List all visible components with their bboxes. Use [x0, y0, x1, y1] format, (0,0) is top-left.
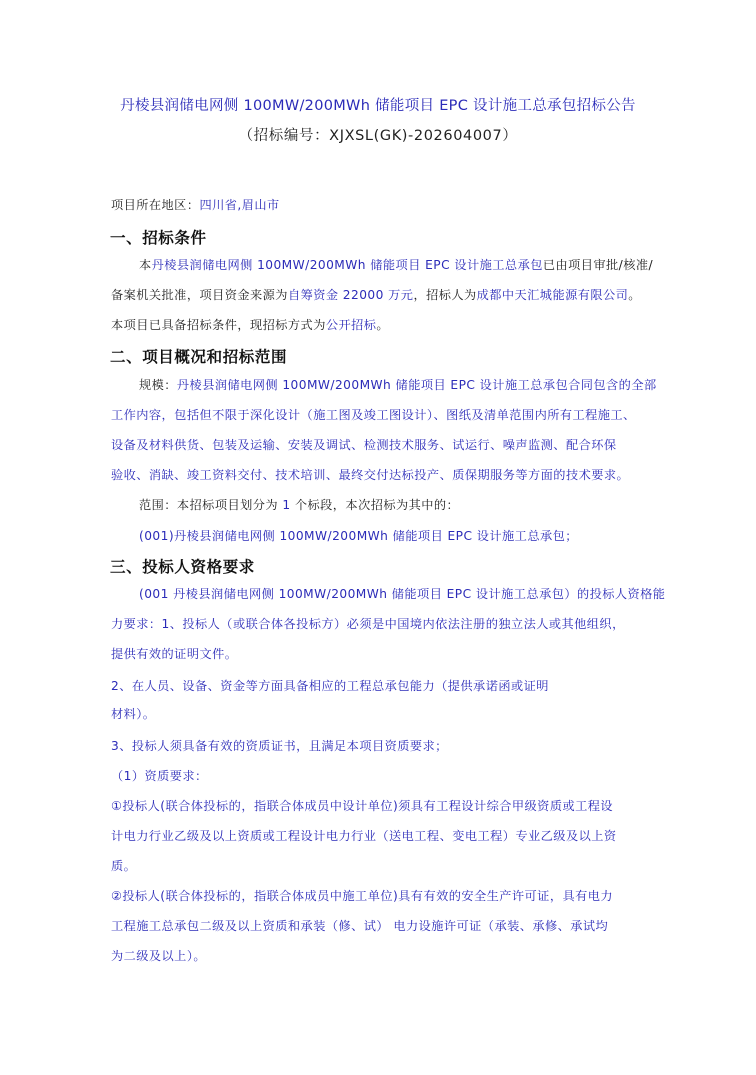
- location-line: [111, 196, 651, 214]
- location-value: 四川省,眉山市: [199, 198, 280, 212]
- qualification-line-9: 计电力行业乙级及以上资质或工程设计电力行业（送电工程、变电工程）专业乙级及以上资: [111, 829, 617, 843]
- text-suffix: 已由项目审批/核准/: [542, 258, 654, 272]
- text: 范围：本招标项目划分为: [139, 498, 283, 512]
- scale-line-2: 工作内容，包括但不限于深化设计（施工图及竣工图设计）、图纸及清单范围内所有工程施工、: [111, 408, 636, 422]
- tenderer-name: 成都中天汇城能源有限公司: [476, 288, 629, 302]
- scale-line-4: 验收、消缺、竣工资料交付、技术培训、最终交付达标投产、质保期服务等方面的技术要求。: [111, 468, 630, 482]
- funding-source: 自筹资金 22000 万元: [287, 288, 414, 302]
- text: ，招标人为: [413, 288, 477, 302]
- qualification-line-2: 力要求：1、投标人（或联合体各投标方）必须是中国境内依法注册的独立法人或其他组织，: [111, 617, 625, 631]
- qualification-line-1: (001 丹棱县润储电网侧 100MW/200MWh 储能项目 EPC 设计施工总承包）的投标人资格能: [139, 587, 666, 601]
- section1-line-2: [111, 286, 651, 304]
- text: 备案机关批准，项目资金来源为: [111, 288, 288, 302]
- qualification-line-13: 为二级及以上）。: [111, 949, 206, 963]
- text: 。: [376, 318, 390, 332]
- qualification-line-5: 材料）。: [111, 707, 156, 721]
- text: 本项目已具备招标条件，现招标方式为: [111, 318, 326, 332]
- scale-line-3: 设备及材料供货、包装及运输、安装及调试、检测技术服务、试运行、噪声监测、配合环保: [111, 438, 617, 452]
- section-heading-3: 三、投标人资格要求: [110, 558, 255, 576]
- scale-line-1: [139, 376, 679, 394]
- text: 个标段，本次招标为其中的：: [290, 498, 460, 512]
- section1-line-1: [139, 256, 679, 274]
- bid-number: （招标编号：XJXSL(GK)-202604007）: [238, 128, 518, 144]
- qualification-line-10: 质。: [111, 859, 137, 873]
- qualification-line-4: 2、在人员、设备、资金等方面具备相应的工程总承包能力（提供承诺函或证明: [111, 679, 549, 693]
- project-name: 丹棱县润储电网侧 100MW/200MWh 储能项目 EPC 设计施工总承包: [151, 258, 543, 272]
- section1-line-3: [111, 316, 651, 334]
- scale-label: 规模：: [139, 378, 177, 392]
- tender-method: 公开招标: [325, 318, 377, 332]
- qualification-line-3: 提供有效的证明文件。: [111, 647, 238, 661]
- qualification-line-12: 工程施工总承包二级及以上资质和承装（修、试） 电力设施许可证（承装、承修、承试均: [111, 919, 609, 933]
- location-label: 项目所在地区：: [111, 198, 200, 212]
- section-heading-1: 一、招标条件: [110, 229, 207, 247]
- lot-count: 1: [282, 498, 291, 512]
- range-line: [139, 496, 679, 514]
- qualification-line-11: ②投标人(联合体投标的，指联合体成员中施工单位)具有有效的安全生产许可证，具有电力: [111, 889, 614, 903]
- text-prefix: 本: [139, 258, 152, 272]
- qualification-line-8: ①投标人(联合体投标的，指联合体成员中设计单位)须具有工程设计综合甲级资质或工程设: [111, 799, 614, 813]
- qualification-line-7: （1）资质要求：: [111, 769, 208, 783]
- lot-line: (001)丹棱县润储电网侧 100MW/200MWh 储能项目 EPC 设计施工总承包；: [139, 529, 578, 543]
- section-heading-2: 二、项目概况和招标范围: [110, 348, 288, 366]
- scale-text: 丹棱县润储电网侧 100MW/200MWh 储能项目 EPC 设计施工总承包合同包含的全部: [176, 378, 657, 392]
- text: 。: [628, 288, 641, 302]
- document-title: 丹棱县润储电网侧 100MW/200MWh 储能项目 EPC 设计施工总承包招标公告: [120, 98, 636, 114]
- qualification-line-6: 3、投标人须具备有效的资质证书，且满足本项目资质要求；: [111, 739, 448, 753]
